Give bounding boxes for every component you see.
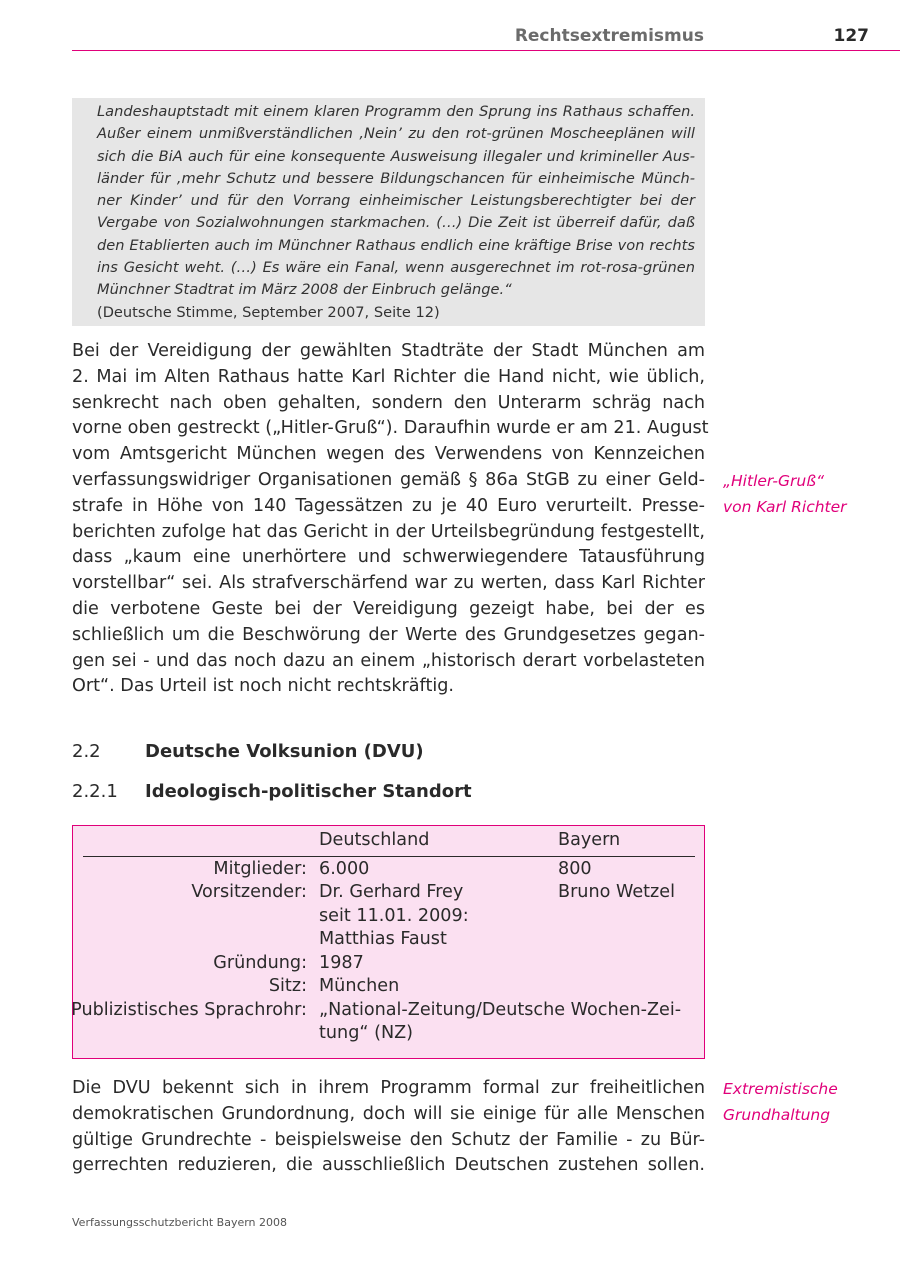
quote-line: Landeshauptstadt mit einem klaren Programm den Sprung ins Rathaus schaffen.: [97, 103, 695, 120]
row-value-deutschland: München: [319, 976, 400, 996]
paragraph-line: gen sei - und das noch dazu an einem „historisch derart vorbelasteten: [72, 650, 705, 671]
row-value-deutschland: seit 11.01. 2009:: [319, 906, 469, 926]
quote-source: (Deutsche Stimme, September 2007, Seite 12): [97, 303, 440, 321]
paragraph-line: verfassungswidriger Organisationen gemäß § 86a StGB zu einer Geld-: [72, 469, 705, 490]
paragraph-line: 2. Mai im Alten Rathaus hatte Karl Richter die Hand nicht, wie üblich,: [72, 366, 705, 387]
table-header-rule: [83, 856, 695, 857]
margin-note-line: Grundhaltung: [723, 1106, 831, 1124]
section-heading-2-2-1: [72, 781, 472, 802]
section-heading-2-2: [72, 741, 424, 762]
section-title: Ideologisch-politischer Standort: [145, 781, 472, 802]
paragraph-line: vorne oben gestreckt („Hitler-Gruß“). Daraufhin wurde er am 21. August: [72, 418, 709, 439]
paragraph-line: Ort“. Das Urteil ist noch nicht rechtskräftig.: [72, 676, 454, 697]
paragraph-line: Die DVU bekennt sich in ihrem Programm formal zur freiheitlichen: [72, 1078, 705, 1098]
quote-line: Vergabe von Sozialwohnungen starkmachen. (…) Die Zeit ist überreif dafür, daß: [97, 214, 695, 232]
page-number: 127: [833, 26, 869, 46]
row-value-deutschland: 1987: [319, 953, 364, 973]
row-label: Sitz:: [268, 976, 307, 996]
section-title: Deutsche Volksunion (DVU): [145, 741, 424, 762]
body-paragraph-richter: [72, 339, 709, 700]
section-number: 2.2: [72, 741, 101, 762]
row-label: Publizistisches Sprachrohr:: [71, 1000, 307, 1020]
quote-line: Münchner Stadtrat im März 2008 der Einbruch gelänge.“: [97, 281, 512, 299]
column-header-deutschland: Deutschland: [319, 830, 430, 850]
row-value-deutschland: Matthias Faust: [319, 929, 447, 949]
paragraph-line: dass „kaum eine unerhörtere und schwerwiegendere Tatausführung: [72, 547, 705, 568]
margin-note-line: von Karl Richter: [723, 498, 847, 516]
header-rule: [72, 50, 900, 51]
dvu-info-box: [72, 825, 705, 1059]
quote-line: länder für ‚mehr Schutz und bessere Bildungschancen für einheimische Münch-: [97, 169, 695, 187]
paragraph-line: senkrecht nach oben gehalten, sondern den Unterarm schräg nach: [72, 392, 705, 413]
quote-line: ins Gesicht weht. (…) Es wäre ein Fanal, wenn ausgerechnet im rot-rosa-grünen: [97, 259, 695, 277]
quote-text: [97, 101, 695, 302]
paragraph-line: schließlich um die Beschwörung der Werte des Grundgesetzes gegan-: [72, 624, 705, 645]
paragraph-line: gerrechten reduzieren, die ausschließlich Deutschen zustehen sollen.: [72, 1155, 705, 1176]
row-label: Mitglieder:: [213, 859, 307, 879]
margin-note-line: Extremistische: [723, 1080, 838, 1098]
quote-line: ner Kinder’ und für den Vorrang einheimischer Leistungsberechtigter bei der: [97, 192, 695, 210]
body-paragraph-dvu: [72, 1076, 705, 1179]
row-value-bayern: 800: [558, 859, 592, 879]
quote-line: den Etablierten auch im Münchner Rathaus endlich eine kräftige Brise von rechts: [97, 236, 695, 254]
paragraph-line: gültige Grundrechte - beispielsweise den Schutz der Familie - zu Bür-: [72, 1129, 705, 1150]
paragraph-line: die verbotene Geste bei der Vereidigung gezeigt habe, bei der es: [72, 598, 705, 619]
column-header-bayern: Bayern: [558, 830, 621, 850]
row-value-bayern: Bruno Wetzel: [558, 882, 675, 902]
paragraph-line: berichten zufolge hat das Gericht in der Urteilsbegründung festgestellt,: [72, 521, 705, 542]
row-value-deutschland: „National-Zeitung/Deutsche Wochen-Zei-: [319, 1000, 682, 1020]
row-label: Vorsitzender:: [191, 882, 307, 902]
paragraph-line: Bei der Vereidigung der gewählten Stadträte der Stadt München am: [72, 341, 705, 361]
margin-note-hitler-gruss: [723, 468, 847, 520]
quote-line: sich die BiA auch für eine konsequente Ausweisung illegaler und krimineller Aus-: [97, 147, 695, 165]
quote-line: Außer einem unmißverständlichen ‚Nein’ zu den rot-grünen Moscheeplänen will: [97, 125, 695, 143]
paragraph-line: strafe in Höhe von 140 Tagessätzen zu je 40 Euro verurteilt. Presse-: [72, 495, 705, 516]
quote-box: [72, 98, 705, 326]
margin-note-extremistische-grundhaltung: [723, 1076, 838, 1128]
paragraph-line: demokratischen Grundordnung, doch will sie einige für alle Menschen: [72, 1103, 705, 1124]
row-label: Gründung:: [213, 953, 307, 973]
running-header-title: Rechtsextremismus: [514, 26, 704, 46]
paragraph-line: vorstellbar“ sei. Als strafverschärfend war zu werten, dass Karl Richter: [72, 573, 705, 594]
paragraph-line: vom Amtsgericht München wegen des Verwendens von Kennzeichen: [72, 444, 705, 465]
row-value-deutschland: tung“ (NZ): [319, 1023, 414, 1043]
section-number: 2.2.1: [72, 781, 118, 802]
row-value-deutschland: 6.000: [319, 859, 370, 879]
row-value-deutschland: Dr. Gerhard Frey: [319, 882, 464, 902]
margin-note-line: „Hitler-Gruß“: [723, 472, 825, 490]
page-footer: Verfassungsschutzbericht Bayern 2008: [72, 1216, 288, 1229]
